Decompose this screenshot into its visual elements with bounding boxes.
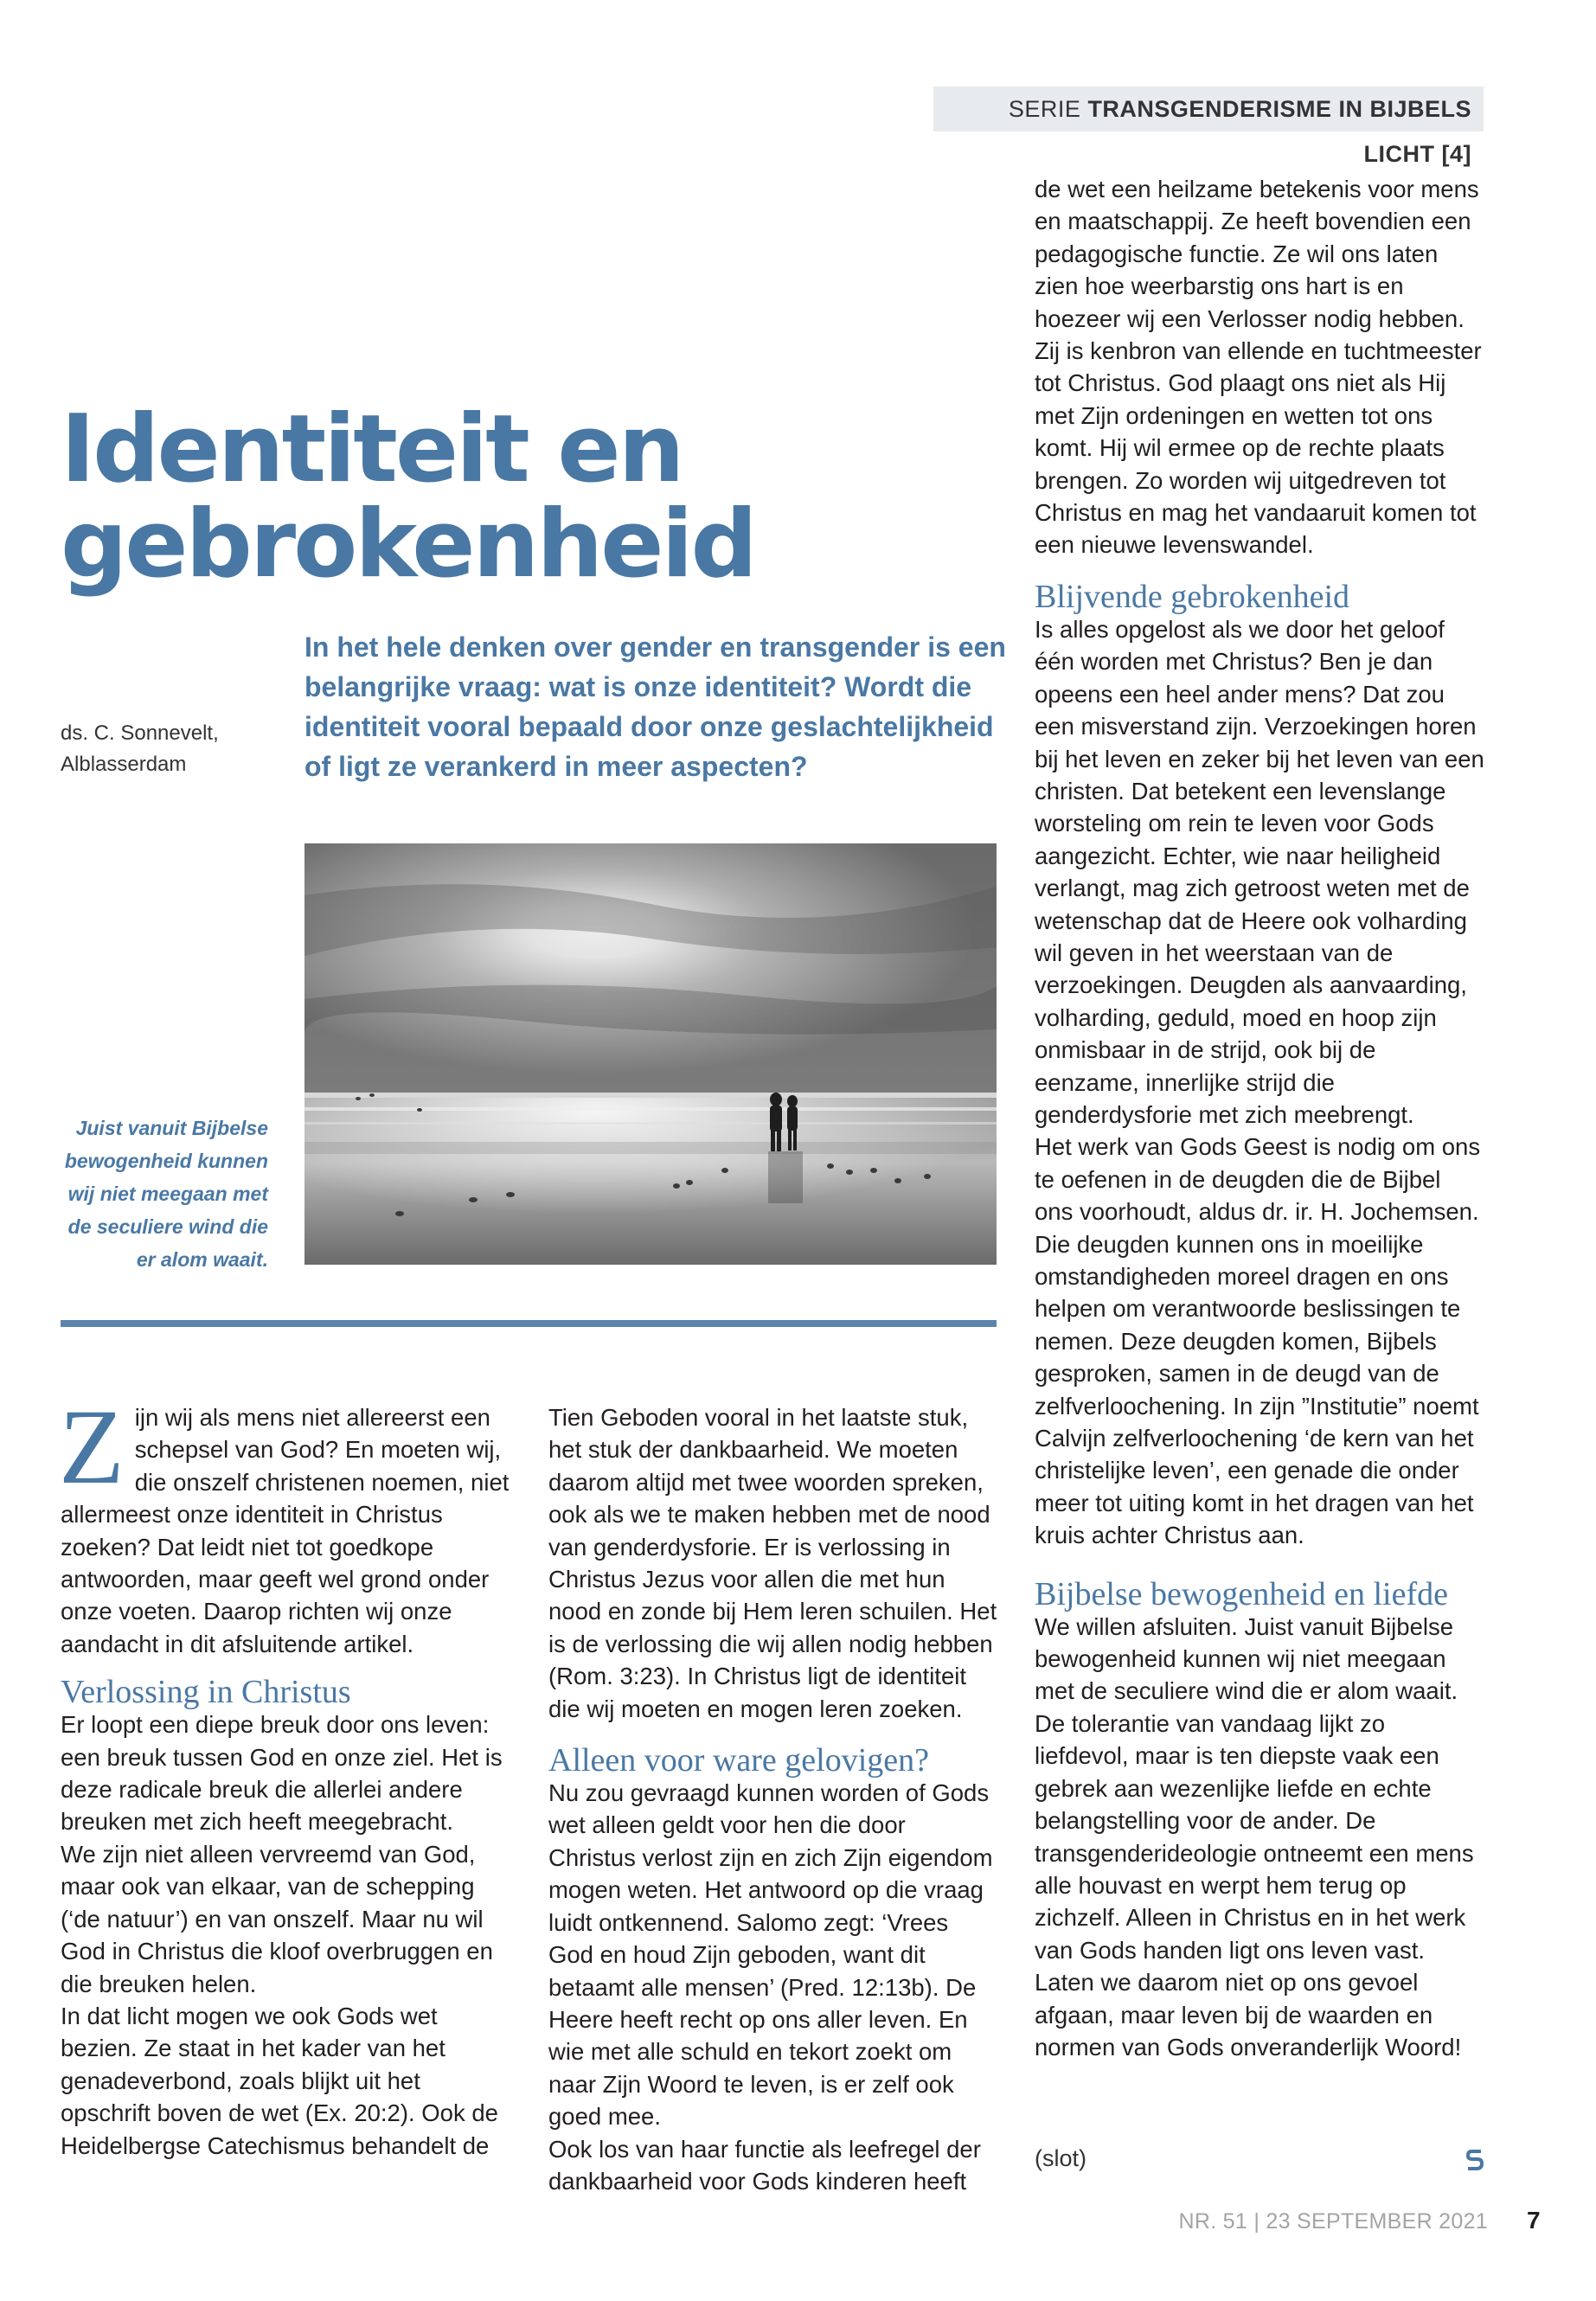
page-number: 7 [1527,2207,1541,2234]
article-title [61,395,839,599]
paragraph: Ook los van haar functie als leefregel der dankbaarheid voor Gods kinderen heeft [548,2135,981,2195]
body-column-1 [59,1388,510,2162]
pull-quote: Juist vanuit Bijbelse bewogenheid kunnen wij niet meegaan met de seculiere wind die er alom waait. [64,1117,268,1271]
paragraph: Het werk van Gods Geest is nodig om ons te oefenen in de deugden die de Bijbel ons voorhoudt, aldus dr. ir. H. Jochemsen. Die deugden kunnen ons in moeilijke omstandigheden moreel dragen en ons helpen om verantwoorde beslissingen te nemen. Deze deugden komen, Bijbels gesproken, samen in de deugd van de zelfverloochening. In zijn ”Institutie” noemt Calvijn zelfverloochening ‘de kern van het christelijke leven’, een genade die onder meer tot uiting komt in het dragen van het kruis achter Christus aan. [1035,1133,1481,1549]
title-line-1: Identiteit en [61,395,683,503]
slot-label: (slot) [1035,2145,1086,2171]
issue-info: NR. 51 | 23 SEPTEMBER 2021 [1178,2209,1488,2234]
heading-blijvende-gebrokenheid: Blijvende gebrokenheid [1035,578,1350,615]
paragraph: Tien Geboden vooral in het laatste stuk, het stuk der dankbaarheid. We moeten daarom altijd met twee woorden spreken, ook als we te maken hebben met de nood van genderdysforie. Er is verlossing in Christus Jezus voor allen die met hun nood en zonde bij Hem leren schuilen. Het is de verlossing die wij allen nodig hebben (Rom. 3:23). In Christus ligt de identiteit die wij moeten en mogen leren zoeken. [548,1404,997,1722]
heading-verlossing: Verlossing in Christus [61,1674,351,1711]
body-column-3 [1035,173,1484,2063]
paragraph: Er loopt een diepe breuk door ons leven: een breuk tussen God en onze ziel. Het is deze radicale breuk die allerlei andere breuken met zich heeft meegebracht. [61,1711,503,1836]
author-byline [61,718,285,780]
paragraph: de wet een heilzame betekenis voor mens en maatschappij. Ze heeft bovendien een pedagogische functie. Ze wil ons laten zien hoe weerbarstig ons hart is en hoezeer wij een Verlosser nodig hebben. Zij is kenbron van ellende en tuchtmeester tot Christus. God plaagt ons niet als Hij met Zijn ordeningen en wetten tot ons komt. Hij wil ermee op de rechte plaats brengen. Zo worden wij uitgedreven tot Christus en mag het vandaaruit komen tot een nieuwe levenswandel. [1035,176,1482,559]
heading-bijbelse-bewogenheid: Bijbelse bewogenheid en liefde [1035,1575,1449,1612]
publication-s-icon [1465,2149,1484,2171]
series-tag [933,87,1484,167]
lead-paragraph: In het hele denken over gender en transgender is een belangrijke vraag: wat is onze identiteit? Wordt die identiteit vooral bepaald door onze geslachtelijkheid of ligt ze verankerd in meer aspecten? [304,631,1006,782]
beach-sunset-photo [304,843,997,1265]
paragraph: We zijn niet alleen vervreemd van God, maar ook van elkaar, van de schepping (‘de natuur’) en van onszelf. Maar nu wil God in Christus die kloof overbruggen en die breuken helen. [61,1840,493,1997]
series-prefix: SERIE [1008,96,1081,122]
author-name: ds. C. Sonnevelt, [61,721,219,745]
intro-paragraph [59,1388,510,1660]
author-place: Alblasserdam [61,753,187,776]
paragraph: In dat licht mogen we ook Gods wet bezien. Ze staat in het kader van het genadeverbond, zoals blijkt uit het opschrift boven de wet (Ex. 20:2). Ook de Heidelbergse Catechismus behandelt de [61,2002,498,2159]
title-line-2: gebrokenheid [61,490,755,599]
intro-text: ijn wij als mens niet allereerst een schepsel van God? En moeten wij, die onszelf christenen noemen, niet allermeest onze identiteit in Christus zoeken? Dat leidt niet tot goedkope antwoorden, maar geeft wel grond onder onze voeten. Daarop richten wij onze aandacht in dit afsluitende artikel. [61,1404,510,1657]
paragraph: We willen afsluiten. Juist vanuit Bijbelse bewogenheid kunnen wij niet meegaan met de seculiere wind die er alom waait. De tolerantie van vandaag lijkt zo liefdevol, maar is ten diepste vaak een gebrek aan wezenlijke liefde en echte belangstelling voor de ander. De transgenderideologie ontneemt een mens alle houvast en werpt hem terug op zichzelf. Alleen in Christus en in het werk van Gods handen ligt ons leven vast. Laten we daarom niet op ons gevoel afgaan, maar leven bij de waarden en normen van Gods onveranderlijk Woord! [1035,1612,1474,2061]
series-title: TRANSGENDERISME IN BIJBELS LICHT [4] [1087,96,1471,167]
paragraph: Nu zou gevraagd kunnen worden of Gods wet alleen geldt voor hen die door Christus verlost zijn en zich Zijn eigendom mogen weten. Het antwoord op die vraag luidt ontkennend. Salomo zegt: ‘Vrees God en houd Zijn geboden, want dit betaamt alle mensen’ (Pred. 12:13b). De Heere heeft recht op ons aller leven. En wie met alle schuld en tekort zoekt om naar Zijn Woord te leven, is er zelf ook goed mee. [548,1779,993,2131]
section-divider [61,1320,997,1327]
end-row [1035,2145,1484,2172]
body-column-2 [548,1401,998,2197]
paragraph: Is alles opgelost als we door het geloof één worden met Christus? Ben je dan opeens een heel ander mens? Dat zou een misverstand zijn. Verzoekingen horen bij het leven en zeker bij het leven van een christen. Dat betekent een levenslange worsteling om rein te leven voor Gods aangezicht. Echter, wie naar heiligheid verlangt, mag zich getroost weten met de wetenschap dat de Heere ook volharding wil geven in het weerstaan van de verzoekingen. Deugden als aanvaarding, volharding, geduld, moed en hoop zijn onmisbaar in de strijd, ook bij de eenzame, innerlijke strijd die genderdysforie met zich meebrengt. [1035,615,1484,1128]
drop-cap: Z [59,1388,125,1506]
heading-alleen-voor-ware-gelovigen: Alleen voor ware gelovigen? [548,1742,929,1779]
